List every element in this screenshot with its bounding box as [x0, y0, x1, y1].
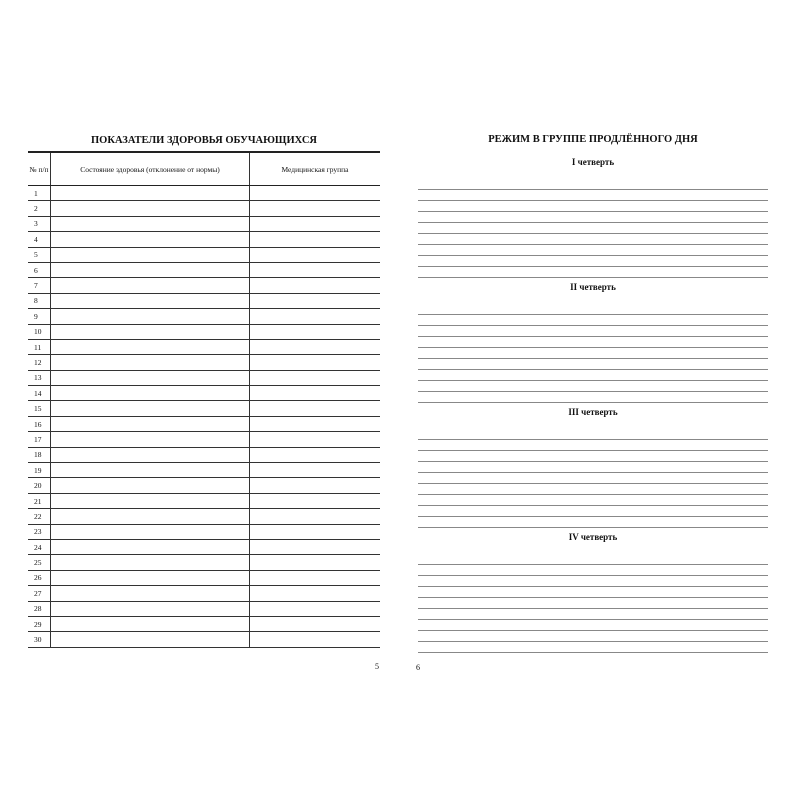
health-table-title: ПОКАЗАТЕЛИ ЗДОРОВЬЯ ОБУЧАЮЩИХСЯ [91, 135, 317, 146]
medical-group-cell[interactable] [250, 463, 381, 478]
writing-line[interactable] [418, 641, 768, 642]
medical-group-cell[interactable] [250, 262, 381, 277]
writing-line[interactable] [418, 439, 768, 440]
writing-line[interactable] [418, 336, 768, 337]
writing-line[interactable] [418, 450, 768, 451]
row-number: 26 [28, 570, 51, 585]
table-row [28, 524, 380, 539]
writing-line[interactable] [418, 325, 768, 326]
medical-group-cell[interactable] [250, 247, 381, 262]
health-state-cell[interactable] [51, 232, 250, 247]
row-number: 10 [28, 324, 51, 339]
row-number: 27 [28, 586, 51, 601]
row-number: 16 [28, 416, 51, 431]
writing-line[interactable] [418, 391, 768, 392]
health-state-cell[interactable] [51, 616, 250, 631]
row-number: 22 [28, 509, 51, 524]
writing-line[interactable] [418, 222, 768, 223]
table-row [28, 293, 380, 308]
header-health-state: Состояние здоровья (отклонение от нормы) [51, 152, 250, 186]
health-state-cell[interactable] [51, 247, 250, 262]
medical-group-cell[interactable] [250, 278, 381, 293]
writing-line[interactable] [418, 586, 768, 587]
table-row [28, 416, 380, 431]
writing-line[interactable] [418, 189, 768, 190]
header-medical-group: Медицинская группа [250, 152, 381, 186]
writing-line[interactable] [418, 564, 768, 565]
medical-group-cell[interactable] [250, 555, 381, 570]
health-state-cell[interactable] [51, 370, 250, 385]
medical-group-cell[interactable] [250, 539, 381, 554]
health-state-cell[interactable] [51, 339, 250, 354]
health-state-cell[interactable] [51, 201, 250, 216]
row-number: 7 [28, 278, 51, 293]
medical-group-cell[interactable] [250, 293, 381, 308]
quarter-title: I четверть [571, 157, 615, 167]
health-state-cell[interactable] [51, 539, 250, 554]
row-number: 17 [28, 432, 51, 447]
medical-group-cell[interactable] [250, 570, 381, 585]
quarter-title: II четверть [570, 282, 616, 292]
writing-line[interactable] [418, 233, 768, 234]
table-row [28, 324, 380, 339]
table-row [28, 201, 380, 216]
writing-line[interactable] [418, 211, 768, 212]
row-number: 19 [28, 463, 51, 478]
writing-line[interactable] [418, 527, 768, 528]
row-number: 14 [28, 386, 51, 401]
writing-line[interactable] [418, 347, 768, 348]
writing-line[interactable] [418, 619, 768, 620]
health-state-cell[interactable] [51, 524, 250, 539]
health-table [28, 151, 380, 648]
medical-group-cell[interactable] [250, 309, 381, 324]
table-row [28, 493, 380, 508]
writing-line[interactable] [418, 461, 768, 462]
writing-line[interactable] [418, 200, 768, 201]
writing-line[interactable] [418, 516, 768, 517]
writing-line[interactable] [418, 494, 768, 495]
row-number: 25 [28, 555, 51, 570]
row-number: 9 [28, 309, 51, 324]
health-state-cell[interactable] [51, 386, 250, 401]
writing-line[interactable] [418, 483, 768, 484]
table-row [28, 278, 380, 293]
table-row [28, 355, 380, 370]
medical-group-cell[interactable] [250, 339, 381, 354]
health-state-cell[interactable] [51, 632, 250, 647]
medical-group-cell[interactable] [250, 632, 381, 647]
header-number: № п/п [28, 152, 51, 186]
health-state-cell[interactable] [51, 432, 250, 447]
medical-group-cell[interactable] [250, 616, 381, 631]
table-row [28, 186, 380, 201]
medical-group-cell[interactable] [250, 601, 381, 616]
medical-group-cell[interactable] [250, 493, 381, 508]
quarter-section [418, 407, 768, 528]
medical-group-cell[interactable] [250, 370, 381, 385]
writing-line[interactable] [418, 358, 768, 359]
table-row [28, 247, 380, 262]
quarter-section [418, 282, 768, 403]
row-number: 2 [28, 201, 51, 216]
health-state-cell[interactable] [51, 463, 250, 478]
writing-line[interactable] [418, 597, 768, 598]
writing-line[interactable] [418, 575, 768, 576]
health-state-cell[interactable] [51, 401, 250, 416]
table-row [28, 370, 380, 385]
row-number: 1 [28, 186, 51, 201]
row-number: 5 [28, 247, 51, 262]
table-row [28, 232, 380, 247]
table-row [28, 570, 380, 585]
table-row [28, 586, 380, 601]
schedule-title: РЕЖИМ В ГРУППЕ ПРОДЛЁННОГО ДНЯ [488, 134, 698, 145]
medical-group-cell[interactable] [250, 186, 381, 201]
row-number: 6 [28, 262, 51, 277]
health-state-cell[interactable] [51, 601, 250, 616]
writing-line[interactable] [418, 277, 768, 278]
writing-line[interactable] [418, 608, 768, 609]
writing-line[interactable] [418, 630, 768, 631]
quarter-title: III четверть [568, 407, 618, 417]
health-state-cell[interactable] [51, 555, 250, 570]
quarter-section [418, 157, 768, 278]
writing-line[interactable] [418, 472, 768, 473]
row-number: 23 [28, 524, 51, 539]
health-state-cell[interactable] [51, 262, 250, 277]
health-state-cell[interactable] [51, 355, 250, 370]
table-row [28, 401, 380, 416]
medical-group-cell[interactable] [250, 509, 381, 524]
table-row [28, 309, 380, 324]
row-number: 18 [28, 447, 51, 462]
medical-group-cell[interactable] [250, 386, 381, 401]
medical-group-cell[interactable] [250, 586, 381, 601]
health-state-cell[interactable] [51, 324, 250, 339]
row-number: 12 [28, 355, 51, 370]
table-row [28, 262, 380, 277]
row-number: 15 [28, 401, 51, 416]
row-number: 3 [28, 216, 51, 231]
quarter-title: IV четверть [568, 532, 618, 542]
health-state-cell[interactable] [51, 586, 250, 601]
writing-line[interactable] [418, 505, 768, 506]
row-number: 4 [28, 232, 51, 247]
row-number: 30 [28, 632, 51, 647]
health-state-cell[interactable] [51, 293, 250, 308]
page-number-left: 5 [375, 662, 379, 671]
health-state-cell[interactable] [51, 309, 250, 324]
medical-group-cell[interactable] [250, 232, 381, 247]
row-number: 8 [28, 293, 51, 308]
medical-group-cell[interactable] [250, 216, 381, 231]
medical-group-cell[interactable] [250, 201, 381, 216]
row-number: 20 [28, 478, 51, 493]
writing-line[interactable] [418, 380, 768, 381]
health-state-cell[interactable] [51, 278, 250, 293]
medical-group-cell[interactable] [250, 447, 381, 462]
table-row [28, 463, 380, 478]
writing-line[interactable] [418, 369, 768, 370]
table-row [28, 432, 380, 447]
health-state-cell[interactable] [51, 186, 250, 201]
medical-group-cell[interactable] [250, 416, 381, 431]
table-row [28, 539, 380, 554]
table-row [28, 509, 380, 524]
health-state-cell[interactable] [51, 570, 250, 585]
health-state-cell[interactable] [51, 416, 250, 431]
row-number: 13 [28, 370, 51, 385]
writing-line[interactable] [418, 652, 768, 653]
health-state-cell[interactable] [51, 216, 250, 231]
writing-line[interactable] [418, 314, 768, 315]
table-row [28, 339, 380, 354]
health-state-cell[interactable] [51, 478, 250, 493]
medical-group-cell[interactable] [250, 524, 381, 539]
table-row [28, 447, 380, 462]
row-number: 24 [28, 539, 51, 554]
medical-group-cell[interactable] [250, 355, 381, 370]
table-row [28, 601, 380, 616]
writing-line[interactable] [418, 402, 768, 403]
row-number: 21 [28, 493, 51, 508]
table-row [28, 616, 380, 631]
quarter-section [418, 532, 768, 653]
writing-line[interactable] [418, 266, 768, 267]
row-number: 29 [28, 616, 51, 631]
row-number: 11 [28, 339, 51, 354]
medical-group-cell[interactable] [250, 401, 381, 416]
table-row [28, 632, 380, 647]
medical-group-cell[interactable] [250, 432, 381, 447]
row-number: 28 [28, 601, 51, 616]
health-state-cell[interactable] [51, 447, 250, 462]
health-state-cell[interactable] [51, 509, 250, 524]
medical-group-cell[interactable] [250, 324, 381, 339]
health-state-cell[interactable] [51, 493, 250, 508]
medical-group-cell[interactable] [250, 478, 381, 493]
table-row [28, 216, 380, 231]
page-number-right: 6 [416, 663, 420, 672]
table-row [28, 478, 380, 493]
table-row [28, 555, 380, 570]
table-row [28, 386, 380, 401]
writing-line[interactable] [418, 255, 768, 256]
writing-line[interactable] [418, 244, 768, 245]
